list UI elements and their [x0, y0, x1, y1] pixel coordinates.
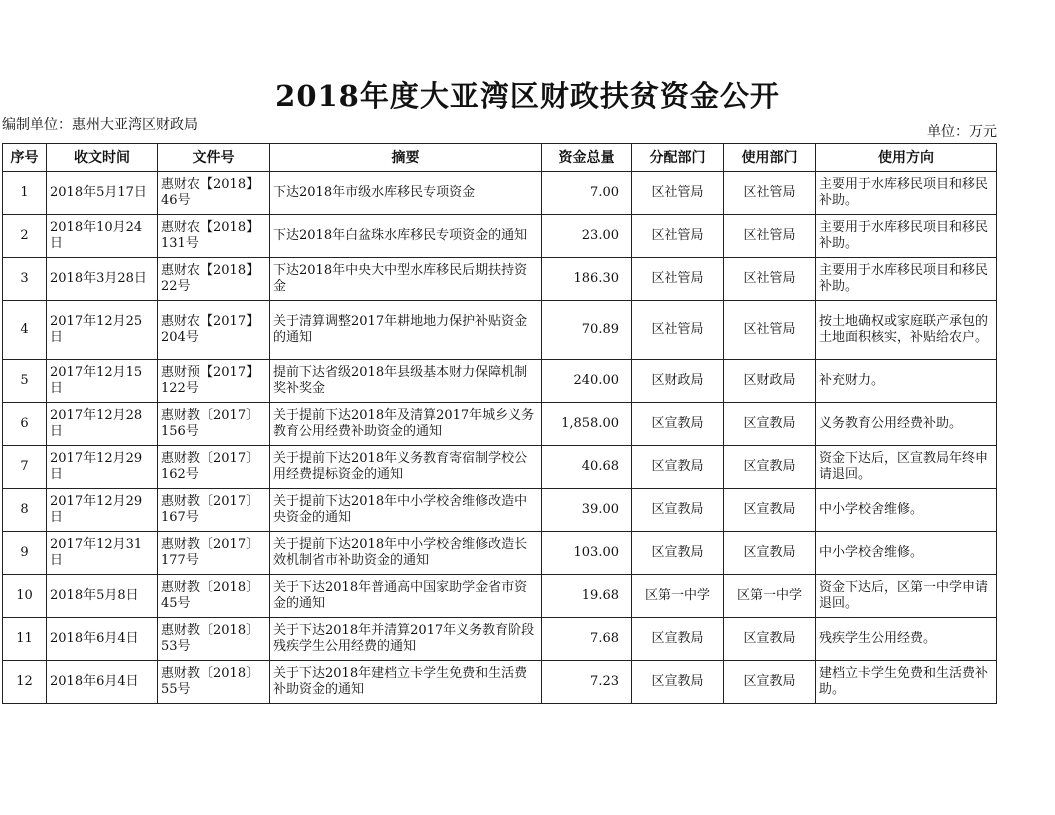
row-purpose: 中小学校舍维修。	[816, 489, 997, 532]
compiler-label: 编制单位：惠州大亚湾区财政局	[2, 117, 198, 133]
row-doc: 惠财教〔2018〕55号	[158, 661, 270, 704]
row-alloc-dept: 区社管局	[632, 172, 724, 215]
row-purpose: 残疾学生公用经费。	[816, 618, 997, 661]
row-summary: 关于提前下达2018年中小学校舍维修改造长效机制省市补助资金的通知	[270, 532, 542, 575]
page-title: 2018年度大亚湾区财政扶贫资金公开	[275, 79, 780, 113]
row-amount: 19.68	[542, 575, 632, 618]
row-no: 11	[3, 618, 47, 661]
row-date: 2017年12月31日	[47, 532, 158, 575]
row-no: 10	[3, 575, 47, 618]
row-summary: 关于下达2018年并清算2017年义务教育阶段残疾学生公用经费的通知	[270, 618, 542, 661]
row-summary: 下达2018年市级水库移民专项资金	[270, 172, 542, 215]
row-doc: 惠财农【2018】46号	[158, 172, 270, 215]
row-summary: 关于下达2018年普通高中国家助学金省市资金的通知	[270, 575, 542, 618]
row-no: 4	[3, 301, 47, 360]
table-row	[3, 360, 997, 403]
table-row	[3, 489, 997, 532]
row-no: 12	[3, 661, 47, 704]
row-use-dept: 区社管局	[724, 258, 816, 301]
row-amount: 240.00	[542, 360, 632, 403]
table-row	[3, 575, 997, 618]
row-purpose: 义务教育公用经费补助。	[816, 403, 997, 446]
row-date: 2018年6月4日	[47, 661, 158, 704]
row-purpose: 资金下达后，区第一中学申请退回。	[816, 575, 997, 618]
header-alloc-dept: 分配部门	[632, 144, 724, 172]
row-amount: 186.30	[542, 258, 632, 301]
header-amount: 资金总量	[542, 144, 632, 172]
row-alloc-dept: 区社管局	[632, 258, 724, 301]
row-doc: 惠财教〔2017〕162号	[158, 446, 270, 489]
row-alloc-dept: 区宣教局	[632, 446, 724, 489]
header-use-dept: 使用部门	[724, 144, 816, 172]
header-doc: 文件号	[158, 144, 270, 172]
header-summary: 摘要	[270, 144, 542, 172]
header-date: 收文时间	[47, 144, 158, 172]
row-doc: 惠财农【2018】131号	[158, 215, 270, 258]
row-use-dept: 区第一中学	[724, 575, 816, 618]
table-row	[3, 661, 997, 704]
row-date: 2017年12月15日	[47, 360, 158, 403]
row-doc: 惠财教〔2017〕156号	[158, 403, 270, 446]
row-alloc-dept: 区社管局	[632, 301, 724, 360]
table-row	[3, 403, 997, 446]
row-purpose: 按土地确权或家庭联产承包的土地面积核实，补贴给农户。	[816, 301, 997, 360]
row-date: 2017年12月29日	[47, 446, 158, 489]
row-no: 3	[3, 258, 47, 301]
table-row	[3, 532, 997, 575]
row-use-dept: 区社管局	[724, 215, 816, 258]
row-purpose: 补充财力。	[816, 360, 997, 403]
funds-table	[2, 143, 997, 704]
row-date: 2017年12月28日	[47, 403, 158, 446]
table-row	[3, 446, 997, 489]
row-amount: 40.68	[542, 446, 632, 489]
table-header-row	[3, 144, 997, 172]
row-alloc-dept: 区社管局	[632, 215, 724, 258]
row-amount: 39.00	[542, 489, 632, 532]
row-no: 2	[3, 215, 47, 258]
row-use-dept: 区宣教局	[724, 618, 816, 661]
row-doc: 惠财教〔2017〕177号	[158, 532, 270, 575]
row-date: 2018年3月28日	[47, 258, 158, 301]
row-purpose: 主要用于水库移民项目和移民补助。	[816, 172, 997, 215]
row-date: 2018年5月17日	[47, 172, 158, 215]
row-amount: 103.00	[542, 532, 632, 575]
row-alloc-dept: 区宣教局	[632, 489, 724, 532]
row-alloc-dept: 区宣教局	[632, 403, 724, 446]
row-purpose: 资金下达后，区宣教局年终申请退回。	[816, 446, 997, 489]
row-summary: 下达2018年中央大中型水库移民后期扶持资金	[270, 258, 542, 301]
row-summary: 关于提前下达2018年及清算2017年城乡义务教育公用经费补助资金的通知	[270, 403, 542, 446]
row-no: 5	[3, 360, 47, 403]
row-doc: 惠财预【2017】122号	[158, 360, 270, 403]
table-row	[3, 301, 997, 360]
row-amount: 23.00	[542, 215, 632, 258]
row-no: 9	[3, 532, 47, 575]
row-use-dept: 区宣教局	[724, 661, 816, 704]
row-purpose: 建档立卡学生免费和生活费补助。	[816, 661, 997, 704]
row-summary: 提前下达省级2018年县级基本财力保障机制奖补奖金	[270, 360, 542, 403]
row-alloc-dept: 区第一中学	[632, 575, 724, 618]
row-doc: 惠财农【2018】22号	[158, 258, 270, 301]
row-summary: 关于下达2018年建档立卡学生免费和生活费补助资金的通知	[270, 661, 542, 704]
row-purpose: 主要用于水库移民项目和移民补助。	[816, 258, 997, 301]
row-amount: 70.89	[542, 301, 632, 360]
row-no: 1	[3, 172, 47, 215]
row-amount: 7.23	[542, 661, 632, 704]
table-row	[3, 618, 997, 661]
row-alloc-dept: 区财政局	[632, 360, 724, 403]
row-use-dept: 区社管局	[724, 172, 816, 215]
unit-label: 单位：万元	[927, 124, 997, 140]
row-use-dept: 区财政局	[724, 360, 816, 403]
row-no: 6	[3, 403, 47, 446]
row-doc: 惠财教〔2018〕53号	[158, 618, 270, 661]
row-use-dept: 区宣教局	[724, 532, 816, 575]
row-amount: 1,858.00	[542, 403, 632, 446]
header-no: 序号	[3, 144, 47, 172]
row-summary: 关于提前下达2018年义务教育寄宿制学校公用经费提标资金的通知	[270, 446, 542, 489]
row-use-dept: 区宣教局	[724, 446, 816, 489]
row-alloc-dept: 区宣教局	[632, 532, 724, 575]
row-purpose: 主要用于水库移民项目和移民补助。	[816, 215, 997, 258]
row-date: 2017年12月25日	[47, 301, 158, 360]
row-use-dept: 区宣教局	[724, 489, 816, 532]
row-date: 2018年10月24日	[47, 215, 158, 258]
row-use-dept: 区社管局	[724, 301, 816, 360]
row-summary: 下达2018年白盆珠水库移民专项资金的通知	[270, 215, 542, 258]
row-doc: 惠财教〔2018〕45号	[158, 575, 270, 618]
row-summary: 关于提前下达2018年中小学校舍维修改造中央资金的通知	[270, 489, 542, 532]
table-row	[3, 258, 997, 301]
row-summary: 关于清算调整2017年耕地地力保护补贴资金的通知	[270, 301, 542, 360]
row-amount: 7.68	[542, 618, 632, 661]
header-purpose: 使用方向	[816, 144, 997, 172]
table-row	[3, 215, 997, 258]
row-date: 2018年6月4日	[47, 618, 158, 661]
row-no: 7	[3, 446, 47, 489]
row-alloc-dept: 区宣教局	[632, 661, 724, 704]
row-amount: 7.00	[542, 172, 632, 215]
table-row	[3, 172, 997, 215]
row-no: 8	[3, 489, 47, 532]
row-date: 2017年12月29日	[47, 489, 158, 532]
row-doc: 惠财农【2017】204号	[158, 301, 270, 360]
row-alloc-dept: 区宣教局	[632, 618, 724, 661]
row-doc: 惠财教〔2017〕167号	[158, 489, 270, 532]
row-date: 2018年5月8日	[47, 575, 158, 618]
row-use-dept: 区宣教局	[724, 403, 816, 446]
row-purpose: 中小学校舍维修。	[816, 532, 997, 575]
